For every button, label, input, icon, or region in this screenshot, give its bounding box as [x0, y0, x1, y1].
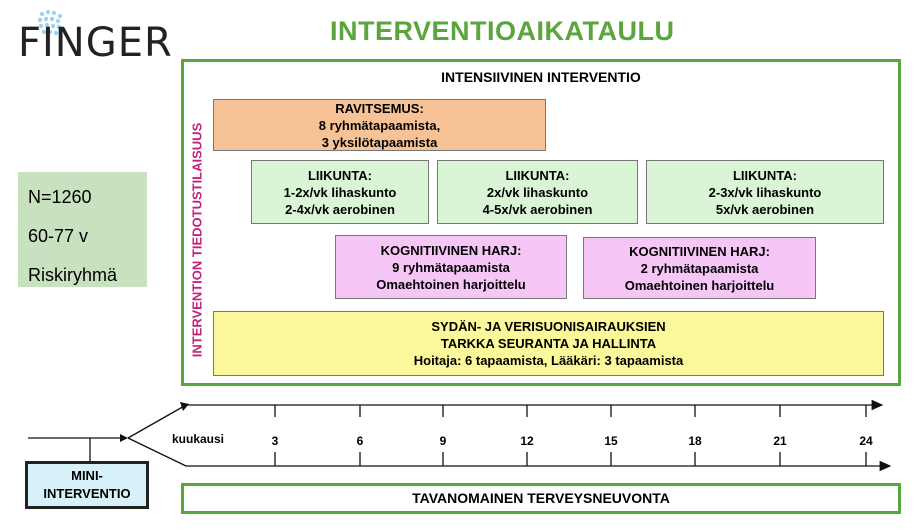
tick-label: 9: [439, 434, 447, 448]
exercise-title: LIIKUNTA:: [307, 167, 373, 183]
mini-intervention-box: [25, 461, 149, 509]
finger-logo: FINGER: [18, 20, 173, 66]
page-title: INTERVENTIOAIKATAULU: [330, 16, 675, 46]
cardio-line-1: SYDÄN- JA VERISUONISAIRAUKSIEN: [431, 319, 666, 334]
tick-label: 15: [604, 434, 618, 448]
exercise-title: LIIKUNTA:: [732, 167, 798, 183]
exercise-line-3: 2-4x/vk aerobinen: [285, 201, 395, 217]
tick-label: 24: [859, 434, 873, 448]
cognitive-title: KOGNITIIVINEN HARJ:: [380, 242, 522, 258]
exercise-title: LIIKUNTA:: [505, 167, 570, 183]
timeline-axis-label: kuukausi: [172, 432, 225, 446]
info-session-text: INTERVENTION TIEDOTUSTILAISUUS: [189, 122, 205, 358]
nutrition-title: RAVITSEMUS:: [335, 100, 424, 116]
tick-label: 6: [356, 434, 364, 448]
participant-count: N=1260: [28, 187, 92, 207]
tick-label: 18: [688, 434, 702, 448]
cognitive-line-2: 2 ryhmätapaamista: [640, 260, 759, 276]
cardio-line-2: TARKKA SEURANTA JA HALLINTA: [440, 336, 657, 351]
cognitive-title: KOGNITIIVINEN HARJ:: [629, 243, 770, 259]
age-range: 60-77 v: [28, 226, 89, 246]
mini-line-1: MINI-: [71, 468, 103, 483]
usual-care-box: TAVANOMAINEN TERVEYSNEUVONTA: [181, 483, 901, 514]
tick-label: 21: [773, 434, 787, 448]
cardio-line-3: Hoitaja: 6 tapaamista, Lääkäri: 3 tapaamista: [413, 353, 684, 368]
risk-group: Riskiryhmä: [28, 265, 118, 285]
nutrition-line-2: 8 ryhmätapaamista,: [318, 117, 441, 133]
nutrition-line-3: 3 yksilötapaamista: [321, 134, 438, 150]
exercise-line-3: 5x/vk aerobinen: [715, 201, 815, 217]
mini-line-2: INTERVENTIO: [43, 486, 131, 501]
upper-branch-arrowhead: [180, 402, 189, 411]
exercise-line-2: 2x/vk lihaskunto: [486, 184, 589, 200]
cognitive-line-3: Omaehtoinen harjoittelu: [376, 276, 526, 292]
tick-label: 12: [520, 434, 534, 448]
tick-label: 3: [271, 434, 279, 448]
exercise-line-2: 1-2x/vk lihaskunto: [283, 184, 397, 200]
entry-arrowhead: [120, 434, 128, 442]
exercise-line-3: 4-5x/vk aerobinen: [482, 201, 593, 217]
exercise-line-2: 2-3x/vk lihaskunto: [708, 184, 822, 200]
cognitive-line-2: 9 ryhmätapaamista: [392, 259, 510, 275]
cognitive-line-3: Omaehtoinen harjoittelu: [624, 277, 775, 293]
intensive-intervention-heading: INTENSIIVINEN INTERVENTIO: [441, 69, 641, 85]
